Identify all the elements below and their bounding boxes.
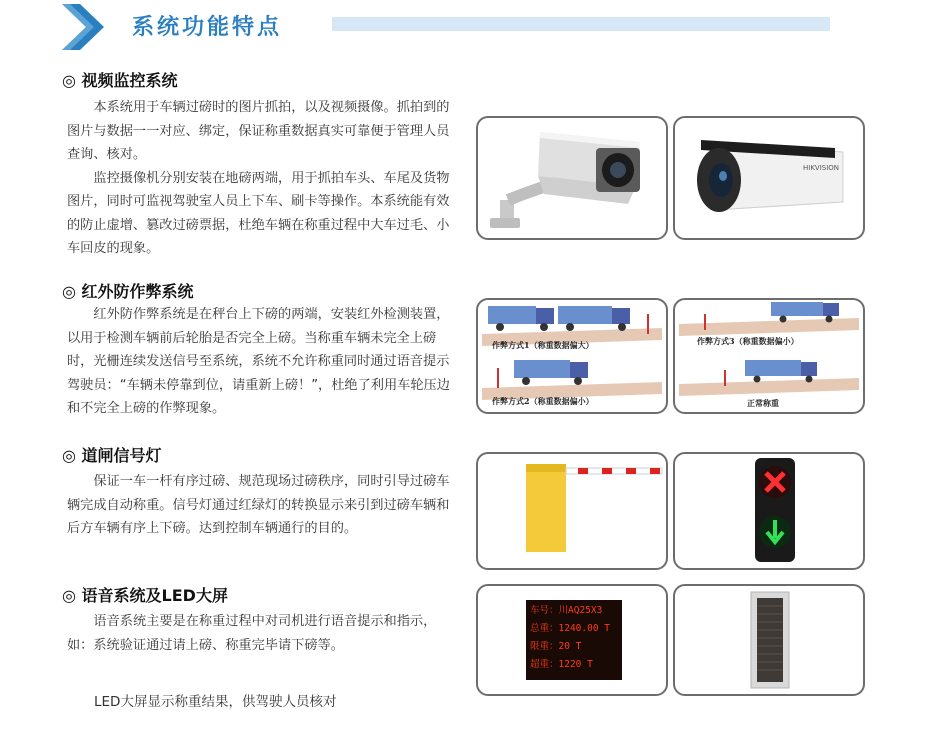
- paragraph: 保证一车一杆有序过磅、规范现场过磅秩序，同时引导过磅车辆完成自动称重。信号灯通过红绿灯的转换显示来引到过磅车辆和后方车辆有序上下磅。达到控制车辆通行的目的。: [67, 474, 450, 536]
- cheat-mode-3-label: 作弊方式3（称重数据偏小）: [697, 336, 799, 346]
- led-caption: LED大屏显示称重结果，供驾驶人员核对: [94, 694, 337, 710]
- section-text-video: [67, 96, 457, 261]
- section-title-infrared: ◎ 红外防作弊系统: [62, 282, 194, 301]
- section-text-infrared: [67, 303, 457, 421]
- section-title-video: ◎ 视频监控系统: [62, 71, 178, 90]
- cheat-mode-2-label: 作弊方式2（称重数据偏小）: [492, 396, 594, 406]
- led-row: 限重：20 T: [530, 641, 582, 652]
- cheat-mode-1-label: 作弊方式1（称重数据偏大）: [492, 340, 594, 350]
- box-camera-image: [476, 116, 668, 240]
- paragraph: 监控摄像机分别安装在地磅两端，用于抓拍车头、车尾及货物图片，同时可监视驾驶室人员上下车、刷卡等操作。本系统能有效的防止虚增、篡改过磅票据，杜绝车辆在称重过程中大车过毛、小车回皮的现象。: [67, 170, 450, 256]
- paragraph: 红外防作弊系统是在秤台上下磅的两端，安装红外检测装置，以用于检测车辆前后轮胎是否完全上磅。当称重车辆未完全上磅时，光栅连续发送信号至系统，系统不允许称重同时通过语音提示驾驶员：“车辆未停靠到位，请重新上磅！”，杜绝了利用车轮压边和不完全上磅的作弊现象。: [67, 307, 450, 416]
- traffic-signal-image: [673, 452, 865, 570]
- led-display: [526, 600, 622, 680]
- led-row: 总重：1240.00 T: [530, 623, 610, 634]
- bullet-camera-image: [673, 116, 865, 240]
- page-title: 系统功能特点: [132, 15, 283, 40]
- header-bar: [332, 17, 830, 31]
- camera-brand: HIKVISION: [803, 164, 840, 172]
- section-text-barrier: [67, 470, 457, 541]
- cheat-mode-3-normal-image: [673, 298, 865, 414]
- paragraph: 语音系统主要是在称重过程中对司机进行语音提示和指示，如：系统验证通过请上磅、称重完毕请下磅等。: [67, 614, 437, 653]
- paragraph: 本系统用于车辆过磅时的图片抓拍，以及视频摄像。抓拍到的图片与数据一一对应、绑定，保证称重数据真实可靠便于管理人员查询、核对。: [67, 100, 450, 162]
- speaker-image: [673, 584, 865, 696]
- led-row: 超重：1220 T: [530, 659, 593, 670]
- section-title-voice-led: ◎ 语音系统及LED大屏: [62, 586, 228, 605]
- section-title-barrier: ◎ 道闸信号灯: [62, 446, 162, 465]
- section-text-voice-led: [67, 610, 457, 657]
- header-arrow-icon: [62, 4, 108, 50]
- barrier-gate-image: [476, 452, 668, 570]
- cheat-mode-1-2-image: [476, 298, 668, 414]
- led-screen-image: [476, 584, 668, 696]
- led-row: 车号：川AQ25X3: [530, 605, 603, 616]
- normal-weigh-label: 正常称重: [747, 398, 779, 408]
